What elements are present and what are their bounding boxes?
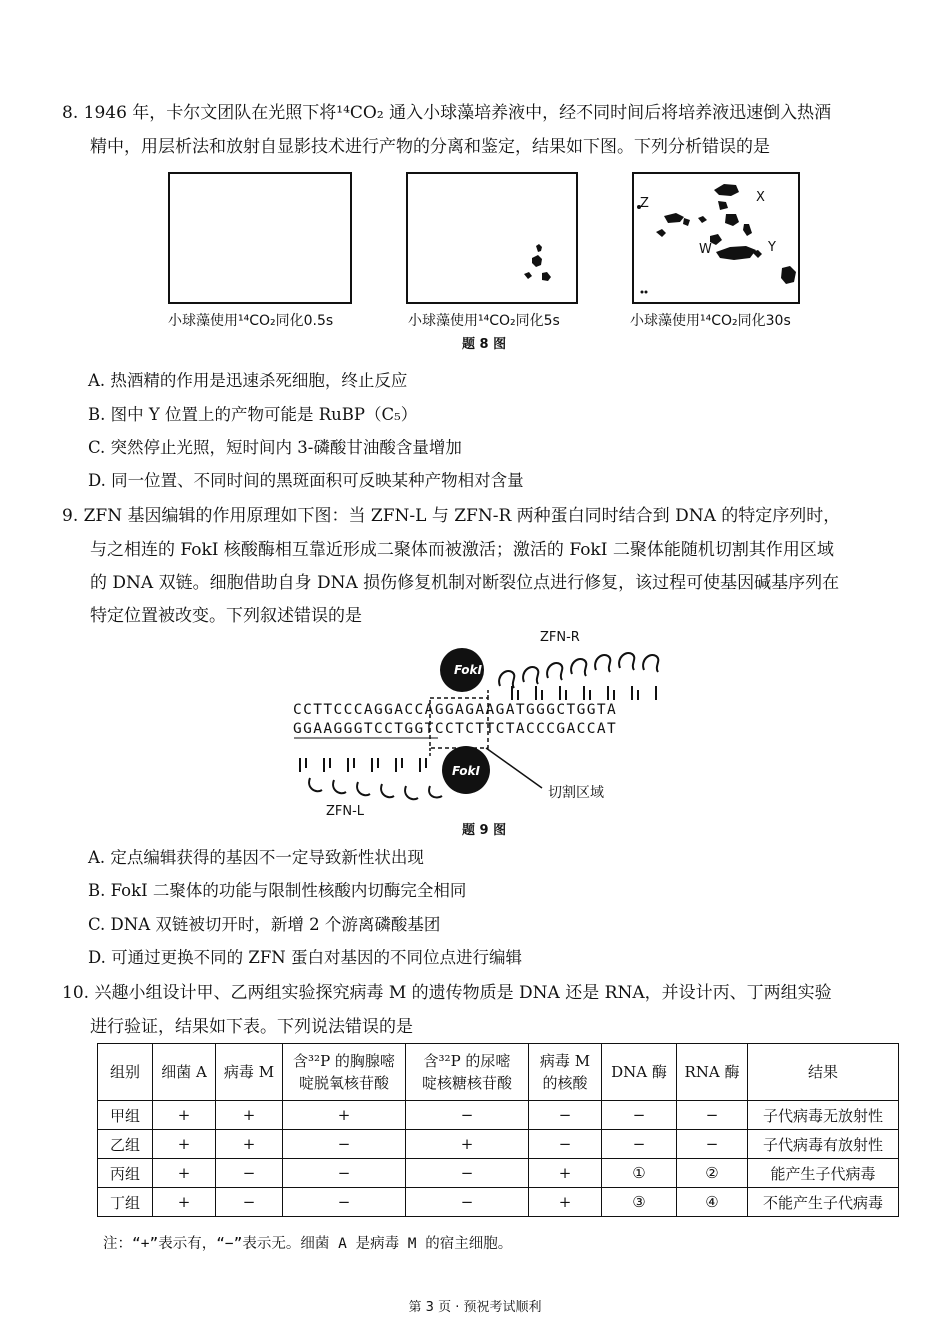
table-cell: + — [406, 1130, 529, 1159]
table-cell: − — [677, 1101, 748, 1130]
q8-caption-0-5s: 小球藻使用¹⁴CO₂同化0.5s — [168, 313, 334, 329]
q8-caption-5s: 小球藻使用¹⁴CO₂同化5s — [408, 313, 560, 329]
table-cell: + — [153, 1188, 216, 1217]
table-cell: + — [283, 1101, 406, 1130]
q8-spots-30s — [634, 174, 798, 302]
spot-label-w: W — [699, 242, 712, 257]
q8-line-2: 精中，用层析法和放射自显影技术进行产物的分离和鉴定，结果如下图。下列分析错误的是 — [90, 137, 770, 157]
q10-table-note: 注：“+”表示有，“−”表示无。细菌 A 是病毒 M 的宿主细胞。 — [103, 1236, 513, 1252]
table-header-cell: 病毒 M 的核酸 — [529, 1044, 602, 1101]
table-cell: + — [153, 1101, 216, 1130]
table-cell: ② — [677, 1159, 748, 1188]
table-cell: − — [677, 1130, 748, 1159]
q8-figure-caption: 题 8 图 — [462, 337, 507, 352]
foki-bottom-label: FokI — [452, 764, 480, 778]
zfn-l-label: ZFN-L — [326, 804, 365, 819]
zfn-r-fingers — [499, 653, 658, 700]
table-cell: 丁组 — [98, 1188, 153, 1217]
q8-line-1: 8. 1946 年，卡尔文团队在光照下将¹⁴CO₂ 通入小球藻培养液中，经不同时间后将培养液迅速倒入热酒 — [62, 103, 832, 123]
table-cell: + — [153, 1130, 216, 1159]
page-footer: 第 3 页 · 预祝考试顺利 — [408, 1300, 542, 1315]
table-cell: ① — [602, 1159, 677, 1188]
q10-results-table — [97, 1043, 899, 1217]
table-cell: − — [406, 1101, 529, 1130]
table-cell: 能产生子代病毒 — [748, 1159, 899, 1188]
table-cell: 子代病毒无放射性 — [748, 1101, 899, 1130]
table-header-cell: 病毒 M — [216, 1044, 283, 1101]
q8-option-a[interactable]: A. 热酒精的作用是迅速杀死细胞，终止反应 — [88, 371, 408, 390]
table-cell: 甲组 — [98, 1101, 153, 1130]
table-cell: + — [529, 1188, 602, 1217]
q8-panel-5s — [406, 172, 578, 304]
table-cell: − — [529, 1130, 602, 1159]
table-cell: − — [406, 1188, 529, 1217]
table-row — [98, 1188, 899, 1217]
q8-option-b[interactable]: B. 图中 Y 位置上的产物可能是 RuBP（C₅） — [88, 405, 418, 424]
table-cell: ④ — [677, 1188, 748, 1217]
table-cell: − — [406, 1159, 529, 1188]
table-row — [98, 1130, 899, 1159]
table-header-cell: DNA 酶 — [602, 1044, 677, 1101]
dna-bottom-strand: GGAAGGGTCCTGGTCCTCTTCTACCCGACCAT — [293, 721, 618, 737]
q10-line-2: 进行验证，结果如下表。下列说法错误的是 — [90, 1017, 413, 1037]
table-cell: − — [283, 1130, 406, 1159]
q9-line-1: 9. ZFN 基因编辑的作用原理如下图：当 ZFN-L 与 ZFN-R 两种蛋白同时结合到 DNA 的特定序列时， — [62, 506, 841, 526]
table-header-cell: 结果 — [748, 1044, 899, 1101]
table-cell: − — [602, 1130, 677, 1159]
table-cell: − — [283, 1188, 406, 1217]
q9-line-3: 的 DNA 双链。细胞借助自身 DNA 损伤修复机制对断裂位点进行修复，该过程可使基因碱基序列在 — [90, 573, 840, 593]
spot-label-y: Y — [768, 240, 776, 255]
table-cell: ③ — [602, 1188, 677, 1217]
q9-option-d[interactable]: D. 可通过更换不同的 ZFN 蛋白对基因的不同位点进行编辑 — [88, 948, 522, 967]
zfn-r-label: ZFN-R — [540, 630, 580, 645]
table-cell: − — [283, 1159, 406, 1188]
table-cell: 不能产生子代病毒 — [748, 1188, 899, 1217]
spot-label-x: X — [756, 190, 765, 205]
cut-region-label: 切割区域 — [548, 785, 604, 801]
table-header-cell: 组别 — [98, 1044, 153, 1101]
q9-option-b[interactable]: B. FokI 二聚体的功能与限制性核酸内切酶完全相同 — [88, 881, 467, 900]
table-header-row — [98, 1044, 899, 1101]
table-cell: + — [153, 1159, 216, 1188]
table-cell: − — [216, 1159, 283, 1188]
dna-top-strand: CCTTCCCAGGACCAGGAGAAGATGGGCTGGTA — [293, 702, 618, 718]
q8-option-d[interactable]: D. 同一位置、不同时间的黑斑面积可反映某种产物相对含量 — [88, 471, 524, 490]
q9-option-c[interactable]: C. DNA 双链被切开时，新增 2 个游离磷酸基团 — [88, 915, 441, 934]
table-cell: − — [602, 1101, 677, 1130]
q9-figure-caption: 题 9 图 — [462, 823, 507, 838]
spot-label-z: Z — [640, 196, 649, 211]
table-cell: + — [529, 1159, 602, 1188]
zfn-l-fingers — [300, 758, 442, 799]
table-header-cell: 含³²P 的胸腺嘧 啶脱氧核苷酸 — [283, 1044, 406, 1101]
table-header-cell: 细菌 A — [153, 1044, 216, 1101]
table-cell: 乙组 — [98, 1130, 153, 1159]
q8-option-c[interactable]: C. 突然停止光照，短时间内 3-磷酸甘油酸含量增加 — [88, 438, 462, 457]
table-header-cell: RNA 酶 — [677, 1044, 748, 1101]
table-cell: 子代病毒有放射性 — [748, 1130, 899, 1159]
q9-option-a[interactable]: A. 定点编辑获得的基因不一定导致新性状出现 — [88, 848, 424, 867]
table-header-cell: 含³²P 的尿嘧 啶核糖核苷酸 — [406, 1044, 529, 1101]
table-cell: 丙组 — [98, 1159, 153, 1188]
table-row — [98, 1101, 899, 1130]
table-cell: + — [216, 1101, 283, 1130]
q10-line-1: 10. 兴趣小组设计甲、乙两组实验探究病毒 M 的遗传物质是 DNA 还是 RNA，并设计丙、丁两组实验 — [62, 983, 832, 1003]
foki-top-label: FokI — [454, 663, 482, 677]
table-row — [98, 1159, 899, 1188]
q8-panel-0-5s — [168, 172, 352, 304]
q8-panel-30s — [632, 172, 800, 304]
q9-line-4: 特定位置被改变。下列叙述错误的是 — [90, 606, 362, 626]
table-cell: − — [216, 1188, 283, 1217]
q9-line-2: 与之相连的 FokI 核酸酶相互靠近形成二聚体而被激活；激活的 FokI 二聚体能随机切割其作用区域 — [90, 540, 834, 560]
table-cell: + — [216, 1130, 283, 1159]
table-cell: − — [529, 1101, 602, 1130]
q8-caption-30s: 小球藻使用¹⁴CO₂同化30s — [630, 313, 791, 329]
q8-spots-5s — [408, 174, 576, 302]
